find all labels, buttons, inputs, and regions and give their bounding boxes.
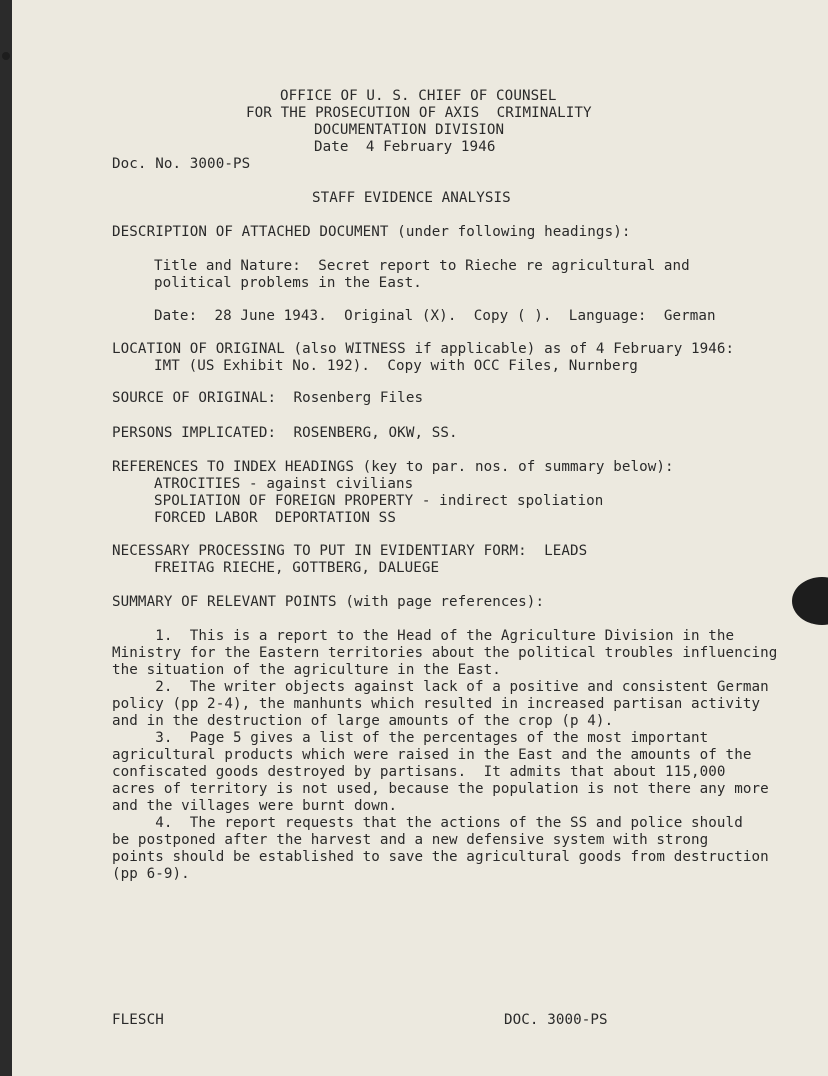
summary-line: 4. The report requests that the actions of the SS and police should	[112, 815, 743, 831]
summary-line: 2. The writer objects against lack of a positive and consistent German	[112, 679, 769, 695]
references-heading: REFERENCES TO INDEX HEADINGS (key to par. nos. of summary below):	[112, 459, 674, 475]
summary-line: policy (pp 2-4), the manhunts which resulted in increased partisan activity	[112, 696, 761, 712]
summary-line: and in the destruction of large amounts of the crop (p 4).	[112, 713, 614, 729]
processing-names: FREITAG RIECHE, GOTTBERG, DALUEGE	[154, 560, 440, 576]
summary-heading: SUMMARY OF RELEVANT POINTS (with page references):	[112, 594, 545, 610]
summary-line: and the villages were burnt down.	[112, 798, 398, 814]
summary-line: points should be established to save the agricultural goods from destruction	[112, 849, 769, 865]
persons-implicated: PERSONS IMPLICATED: ROSENBERG, OKW, SS.	[112, 425, 458, 441]
summary-line: agricultural products which were raised in the East and the amounts of the	[112, 747, 752, 763]
source-of-original: SOURCE OF ORIGINAL: Rosenberg Files	[112, 390, 424, 406]
page-title: STAFF EVIDENCE ANALYSIS	[312, 190, 511, 206]
summary-line: 3. Page 5 gives a list of the percentages of the most important	[112, 730, 709, 746]
summary-line: acres of territory is not used, because the population is not there any more	[112, 781, 769, 797]
title-nature-line-2: political problems in the East.	[154, 275, 422, 291]
document-page	[12, 0, 828, 1076]
header-line-2: FOR THE PROSECUTION OF AXIS CRIMINALITY	[246, 105, 592, 121]
title-nature-line-1: Title and Nature: Secret report to Rieche re agricultural and	[154, 258, 690, 274]
punch-hole-right	[792, 577, 828, 625]
date-info: Date: 28 June 1943. Original (X). Copy ( ). Language: German	[154, 308, 716, 324]
summary-line: be postponed after the harvest and a new defensive system with strong	[112, 832, 709, 848]
doc-number: Doc. No. 3000-PS	[112, 156, 251, 172]
footer-left: FLESCH	[112, 1012, 164, 1028]
summary-line: Ministry for the Eastern territories about the political troubles influencing	[112, 645, 778, 661]
processing-heading: NECESSARY PROCESSING TO PUT IN EVIDENTIARY FORM: LEADS	[112, 543, 588, 559]
summary-line: 1. This is a report to the Head of the Agriculture Division in the	[112, 628, 735, 644]
header-line-1: OFFICE OF U. S. CHIEF OF COUNSEL	[280, 88, 557, 104]
location-line-2: IMT (US Exhibit No. 192). Copy with OCC Files, Nurnberg	[154, 358, 638, 374]
summary-line: the situation of the agriculture in the East.	[112, 662, 501, 678]
summary-line: confiscated goods destroyed by partisans. It admits that about 115,000	[112, 764, 726, 780]
header-date: Date 4 February 1946	[314, 139, 496, 155]
footer-right: DOC. 3000-PS	[504, 1012, 608, 1028]
reference-item: ATROCITIES - against civilians	[154, 476, 414, 492]
summary-line: (pp 6-9).	[112, 866, 190, 882]
location-line-1: LOCATION OF ORIGINAL (also WITNESS if applicable) as of 4 February 1946:	[112, 341, 735, 357]
punch-hole-left	[2, 52, 10, 60]
reference-item: FORCED LABOR DEPORTATION SS	[154, 510, 396, 526]
reference-item: SPOLIATION OF FOREIGN PROPERTY - indirect spoliation	[154, 493, 604, 509]
header-line-3: DOCUMENTATION DIVISION	[314, 122, 505, 138]
description-heading: DESCRIPTION OF ATTACHED DOCUMENT (under following headings):	[112, 224, 631, 240]
